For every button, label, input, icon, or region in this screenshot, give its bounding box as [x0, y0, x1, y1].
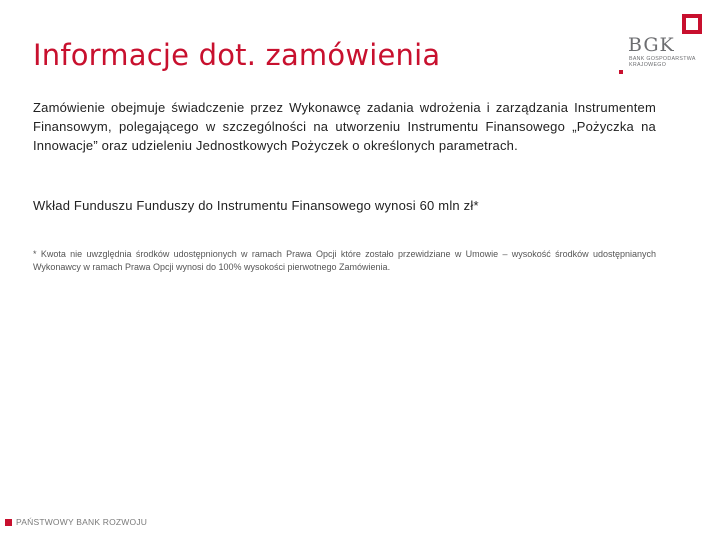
logo-subtitle-line-2: KRAJOWEGO — [629, 62, 667, 68]
bgk-logo — [618, 12, 718, 78]
logo-subtitle — [629, 56, 696, 68]
logo-square-icon — [682, 14, 702, 34]
description-paragraph: Zamówienie obejmuje świadczenie przez Wykonawcę zadania wdrożenia i zarządzania Instrumentem Finansowym, polegającego w szczególności na utworzeniu Instrumentu Finansowego „Pożyczka na Innowacje” oraz udzieleniu Jednostkowych Pożyczek o określonych parametrach. — [33, 100, 656, 153]
logo-wordmark: BGK — [628, 34, 675, 56]
footer-mark-icon — [5, 519, 12, 526]
page-title: Informacje dot. zamówienia — [33, 38, 441, 72]
logo-dot-icon — [619, 70, 623, 74]
contribution-statement: Wkład Funduszu Funduszy do Instrumentu Finansowego wynosi 60 mln zł* — [33, 198, 479, 213]
footer-brand-text: PAŃSTWOWY BANK ROZWOJU — [16, 517, 148, 527]
footnote: * Kwota nie uwzględnia środków udostępnionych w ramach Prawa Opcji które zostało przewidziane w Umowie – wysokość środków udostępnianych Wykonawcy w ramach Prawa Opcji wynosi do 100% wysokości pierwotnego Zamówienia. — [33, 249, 656, 272]
logo-subtitle-line-1: BANK GOSPODARSTWA — [629, 56, 696, 62]
footer-brand — [5, 517, 147, 527]
